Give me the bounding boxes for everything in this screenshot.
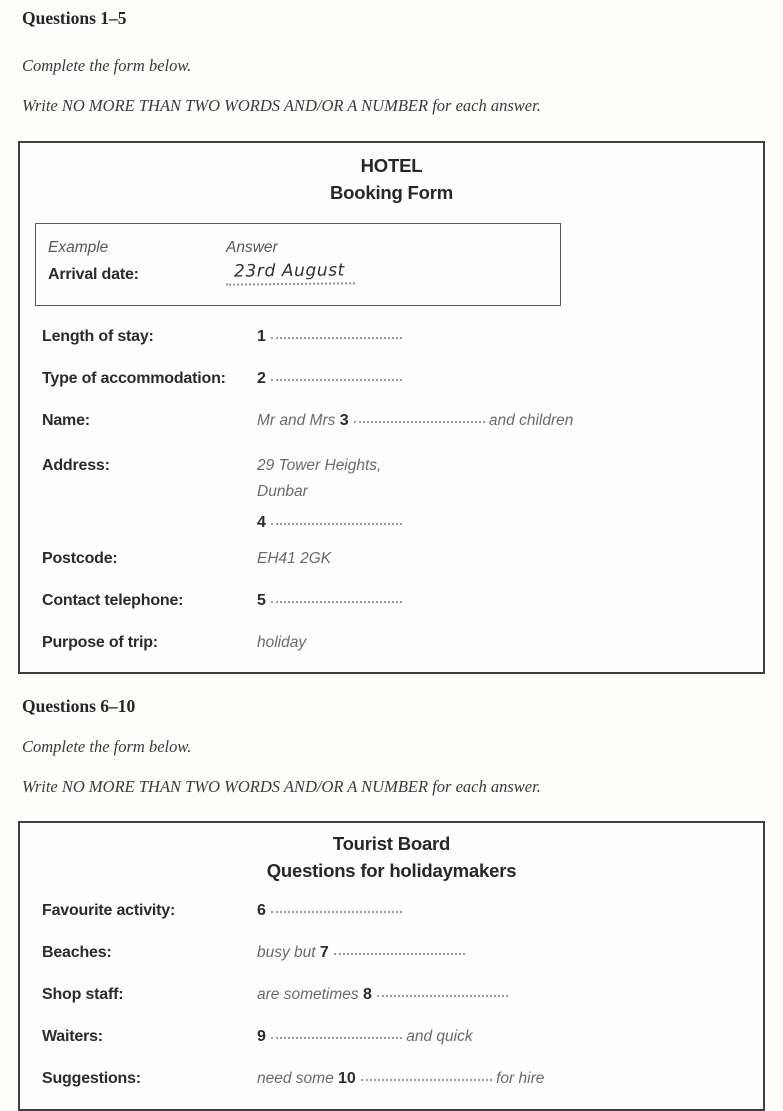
value-prefix: are sometimes [257, 986, 363, 1003]
field-label: Contact telephone: [42, 592, 184, 609]
section1-instruction-2: Write NO MORE THAN TWO WORDS AND/OR A NUMBER for each answer. [22, 96, 541, 115]
field-label: Suggestions: [42, 1070, 141, 1087]
arrival-date-label: Arrival date: [48, 266, 139, 283]
example-answer-handwritten: 23rd August [226, 260, 355, 285]
form1-title-line1: HOTEL [360, 155, 423, 176]
answer-blank [271, 1037, 402, 1039]
example-column-header: Example [48, 239, 109, 256]
question-number: 10 [338, 1070, 356, 1087]
question-number: 9 [257, 1028, 266, 1045]
value-prefix: busy but [257, 944, 320, 961]
field-label: Shop staff: [42, 986, 124, 1003]
row-name [42, 411, 763, 430]
answer-blank [361, 1079, 492, 1081]
answer-blank [271, 337, 402, 339]
tourist-board-form [18, 821, 765, 1111]
address-line-1: 29 Tower Heights, [257, 457, 382, 474]
row-purpose-of-trip [42, 633, 763, 652]
row-beaches [42, 943, 763, 962]
field-label: Type of accommodation: [42, 370, 226, 387]
answer-blank [271, 523, 402, 525]
question-number: 5 [257, 592, 266, 609]
question-number: 4 [257, 514, 266, 531]
row-accommodation-type [42, 369, 763, 388]
example-box [35, 223, 561, 306]
question-number: 8 [362, 986, 372, 1003]
answer-blank [271, 379, 402, 381]
value-suffix: for hire [496, 1070, 545, 1087]
answer-blank [377, 995, 508, 997]
question-number: 7 [319, 944, 329, 961]
section1-instruction-1: Complete the form below. [22, 56, 192, 75]
address-line-2: Dunbar [257, 483, 308, 500]
section2-heading: Questions 6–10 [22, 696, 136, 716]
section2-instruction-2: Write NO MORE THAN TWO WORDS AND/OR A NUMBER for each answer. [22, 777, 541, 796]
row-postcode [42, 549, 763, 568]
form1-title-line2: Booking Form [330, 182, 453, 203]
answer-blank [354, 421, 485, 423]
answer-column-header: Answer [226, 239, 278, 256]
value-suffix: and quick [406, 1028, 473, 1045]
hotel-booking-form [18, 141, 765, 674]
field-label: Favourite activity: [42, 902, 176, 919]
field-value: holiday [257, 634, 307, 651]
field-label: Name: [42, 412, 90, 429]
answer-blank [271, 601, 402, 603]
field-label: Address: [42, 457, 110, 474]
row-waiters [42, 1027, 763, 1046]
field-label: Purpose of trip: [42, 634, 158, 651]
value-suffix: and children [488, 412, 574, 429]
field-label: Waiters: [42, 1028, 103, 1045]
value-prefix: need some [257, 1070, 338, 1087]
row-address [42, 453, 763, 532]
row-contact-telephone [42, 591, 763, 610]
question-number: 6 [257, 902, 266, 919]
field-label: Length of stay: [42, 328, 154, 345]
field-label: Beaches: [42, 944, 112, 961]
section1-heading: Questions 1–5 [22, 8, 127, 28]
section2-instruction-1: Complete the form below. [22, 737, 192, 756]
answer-blank [334, 953, 465, 955]
answer-blank [271, 911, 402, 913]
form2-title-line1: Tourist Board [332, 833, 451, 854]
row-suggestions [42, 1069, 763, 1088]
field-label: Postcode: [42, 550, 118, 567]
row-favourite-activity [42, 901, 763, 920]
question-number: 3 [339, 412, 349, 429]
question-number: 1 [257, 328, 266, 345]
question-number: 2 [257, 370, 266, 387]
row-shop-staff [42, 985, 763, 1004]
field-value: EH41 2GK [257, 550, 332, 567]
form2-title-line2: Questions for holidaymakers [266, 860, 517, 881]
row-length-of-stay [42, 327, 763, 346]
value-prefix: Mr and Mrs [257, 412, 340, 429]
